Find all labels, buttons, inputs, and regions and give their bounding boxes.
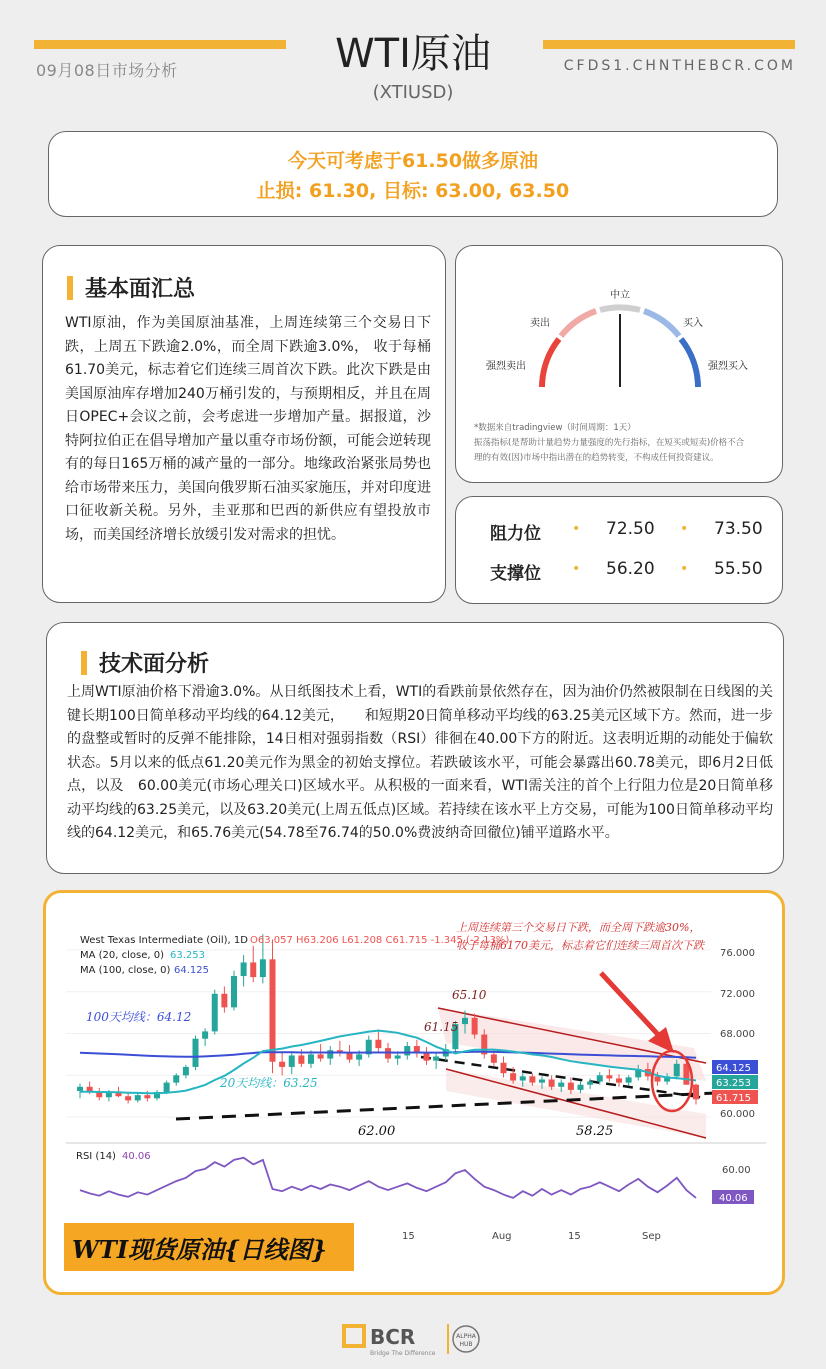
candle-body <box>375 1040 381 1048</box>
badge-close-text: 61.715 <box>716 1093 751 1104</box>
gauge-label-buy: 买入 <box>683 318 703 329</box>
candle-body <box>279 1062 285 1067</box>
badge-ma100-text: 64.125 <box>716 1063 751 1074</box>
fundamentals-card <box>42 245 446 603</box>
fundamentals-heading <box>67 272 195 303</box>
gauge-arc-strong-sell <box>542 339 559 387</box>
level-61-15: 61.15 <box>424 1020 459 1034</box>
gauge-label-neutral: 中立 <box>610 290 630 301</box>
support-row <box>456 559 784 589</box>
price-chart-card <box>43 890 785 1295</box>
recommendation-targets: 止损: 61.30, 目标: 63.00, 63.50 <box>256 180 570 202</box>
report-date: 09月08日市场分析 <box>36 61 178 80</box>
candle-body <box>202 1031 208 1038</box>
candle-body <box>433 1056 439 1060</box>
candle-body <box>693 1085 699 1100</box>
time-axis-label: 15 <box>568 1231 581 1242</box>
support-1: 56.20 <box>606 559 655 579</box>
time-axis-label: Aug <box>492 1231 512 1242</box>
candle-body <box>491 1054 497 1062</box>
candle-body <box>520 1076 526 1080</box>
candle-body <box>77 1087 83 1091</box>
ma100-legend-label: MA (100, close, 0) <box>80 965 171 976</box>
price-axis-label: 68.000 <box>720 1029 755 1040</box>
candle-body <box>260 959 266 977</box>
candle-body <box>462 1018 468 1024</box>
page-title: WTI原油 <box>335 31 491 77</box>
svg-text:ALPHA: ALPHA <box>456 1333 476 1340</box>
level-62-00: 62.00 <box>358 1124 396 1139</box>
gauge-note-line3: 理的有效(因)市场中指出潜在的趋势转变，不构成任何投资建议。 <box>474 453 719 463</box>
badge-ma20-text: 63.253 <box>716 1078 751 1089</box>
gauge-arc-neutral <box>600 307 640 310</box>
fundamentals-body: WTI原油，作为美国原油基准，上周连续第三个交易日下跌，上周五下跌逾2.0%，而全周下跌逾3.0%， 收于每桶61.70美元，标志着它们连续三周首次下跌。此次下跌是由美国原油库存增加240万桶引发的，与预期相反，并且在周日OPEC+会议之前，会考虑进一步增加产量。据报道，沙特阿拉伯正在倡导增加产量以重夺市场份额，可能会逆转现有的每日165万桶的减产量的一部分。地缘政治紧张局势也给市场带来压力，美国向俄罗斯石油买家施压，并对印度进口征收新关税。另外，圭亚那和巴西的新供应有望投放市场，而美国经济增长放缓引发对需求的担忧。 <box>65 315 431 543</box>
rsi-axis-label: 60.00 <box>722 1165 751 1176</box>
rsi-value: 40.06 <box>122 1151 151 1162</box>
svg-text:Bridge The Difference: Bridge The Difference <box>370 1350 436 1357</box>
candle-body <box>549 1079 555 1086</box>
page-subtitle: (XTIUSD) <box>372 82 454 103</box>
technical-card <box>46 622 784 874</box>
candle-body <box>212 994 218 1032</box>
gauge-note-source: *数据来自tradingview（时间周期：1天） <box>474 423 636 433</box>
rsi-badge-text: 40.06 <box>719 1193 748 1204</box>
candle-body <box>606 1075 612 1078</box>
chart-annotation-line1: 上周连续第三个交易日下跌，而全周下跌逾30%， <box>456 921 701 934</box>
sentiment-gauge <box>456 246 784 421</box>
bullet-icon: • <box>680 521 689 537</box>
gauge-arc-strong-buy <box>681 339 698 387</box>
heading-accent-bar <box>67 276 73 300</box>
chart-legend-title: West Texas Intermediate (Oil), 1D <box>80 935 248 946</box>
bullet-icon: • <box>680 561 689 577</box>
ma20-note: 20天均线：63.25 <box>220 1076 318 1090</box>
bcr-logo-icon <box>344 1326 364 1346</box>
candle-body <box>587 1082 593 1085</box>
candle-body <box>529 1076 535 1082</box>
candle-body <box>135 1095 141 1100</box>
candle-body <box>144 1095 150 1098</box>
candle-body <box>125 1096 131 1100</box>
resistance-2: 73.50 <box>714 519 763 539</box>
candle-body <box>404 1046 410 1055</box>
candle-body <box>270 959 276 1061</box>
gauge-arc-buy <box>644 311 679 336</box>
price-axis-label: 72.000 <box>720 989 755 1000</box>
candle-body <box>626 1077 632 1082</box>
candle-body <box>424 1053 430 1060</box>
resistance-label: 阻力位 <box>490 524 541 544</box>
candle-body <box>510 1073 516 1080</box>
candle-body <box>558 1083 564 1087</box>
candle-body <box>472 1018 478 1035</box>
candle-body <box>289 1055 295 1066</box>
candle-body <box>193 1039 199 1067</box>
technical-body: 上周WTI原油价格下滑逾3.0%。从日纸图技术上看，WTI的看跌前景依然存在，因为油价仍然被限制在日线图的关键长期100日简单移动平均线的64.12美元， 和短期20日简单移动平均线的63.25美元区域下方。然而，进一步的盘整或暂时的反弹不能排除，14日相对强弱指数（RSI）徘徊在40.00下方的附近。这表明近期的动能处于偏软状态。5月以来的低点61.20美元作为黑金的初始支撑位。若跌破该水平，可能会暴露出60.78美元，即6月2日低点，以及 60.00美元(市场心理关口)区域水平。从积极的一面来看，WTI需关注的首个上行阻力位是20日简单移动平均线的63.25美元，以及63.20美元(上周五低点)区域。若持续在该水平上方交易，可能为100日简单移动平均线的64.12美元，和65.76美元(54.78至76.74的50.0%费波纳奇回徹位)铺平道路水平。 <box>67 684 773 841</box>
candle-body <box>106 1093 112 1097</box>
level-58-25: 58.25 <box>576 1124 614 1139</box>
heading-accent-bar <box>81 651 87 675</box>
price-chart <box>46 893 782 1292</box>
support-2: 55.50 <box>714 559 763 579</box>
candle-body <box>539 1079 545 1082</box>
support-label: 支撑位 <box>490 564 541 584</box>
gauge-arc-sell <box>561 311 596 336</box>
candle-body <box>250 962 256 977</box>
candle-body <box>674 1064 680 1077</box>
ma20-legend-label: MA (20, close, 0) <box>80 950 165 961</box>
resistance-row <box>456 519 784 549</box>
candle-body <box>241 962 247 976</box>
recommendation-card <box>48 131 778 217</box>
footer-logo <box>0 1318 826 1358</box>
sentiment-gauge-card <box>455 245 783 483</box>
gauge-label-strong-buy: 强烈买入 <box>708 361 748 372</box>
candle-body <box>347 1053 353 1059</box>
ma100-note: 100天均线：64.12 <box>86 1010 192 1024</box>
ma20-legend-value: 63.253 <box>170 950 205 961</box>
candle-body <box>183 1067 189 1075</box>
candle-body <box>356 1054 362 1059</box>
technical-heading <box>81 647 209 678</box>
recommendation-entry: 今天可考虑于61.50做多原油 <box>287 150 539 172</box>
bullet-icon: • <box>572 521 581 537</box>
price-axis-label: 60.000 <box>720 1109 755 1120</box>
gauge-note-line2: 振荡指标(是帮助计量趋势力量强度的先行指标，在短买或短卖)价格不合 <box>474 438 745 448</box>
gauge-label-strong-sell: 强烈卖出 <box>486 361 526 372</box>
bullet-icon: • <box>572 561 581 577</box>
ma100-legend-value: 64.125 <box>174 965 209 976</box>
candle-body <box>318 1054 324 1058</box>
level-65-10: 65.10 <box>452 988 487 1002</box>
candle-body <box>298 1055 304 1063</box>
price-axis-label: 76.000 <box>720 948 755 959</box>
chart-ohlc: O63.057 H63.206 L61.208 C61.715 -1.345 (-2.13%) <box>250 935 510 946</box>
chart-annotation-line2: 收于每桶6170美元，标志着它们连续三周首次下跌 <box>456 939 704 952</box>
candle-body <box>327 1050 333 1058</box>
time-axis-label: Sep <box>642 1231 661 1242</box>
key-levels-card <box>455 496 783 604</box>
chart-stamp-text: WTI现货原油{日线图} <box>72 1235 327 1264</box>
candle-body <box>597 1075 603 1081</box>
candle-body <box>221 994 227 1008</box>
time-axis-label: 15 <box>402 1231 415 1242</box>
fundamentals-heading-text: 基本面汇总 <box>85 277 196 302</box>
gauge-disclaimer <box>474 421 774 466</box>
candle-body <box>231 976 237 1007</box>
candle-body <box>568 1083 574 1090</box>
candle-body <box>655 1076 661 1081</box>
resistance-1: 72.50 <box>606 519 655 539</box>
site-link[interactable]: CFDS1.CHNTHEBCR.COM <box>563 58 796 74</box>
candle-body <box>308 1054 314 1063</box>
candle-body <box>395 1055 401 1058</box>
gauge-label-sell: 卖出 <box>530 318 550 329</box>
candle-body <box>616 1078 622 1082</box>
candle-body <box>578 1085 584 1090</box>
candle-body <box>116 1093 122 1096</box>
svg-text:HUB: HUB <box>459 1341 473 1348</box>
candle-body <box>173 1075 179 1082</box>
candle-body <box>501 1063 507 1073</box>
candle-body <box>164 1083 170 1092</box>
rsi-label: RSI (14) <box>76 1151 116 1162</box>
svg-text:BCR: BCR <box>370 1325 416 1349</box>
technical-heading-text: 技术面分析 <box>99 652 210 677</box>
